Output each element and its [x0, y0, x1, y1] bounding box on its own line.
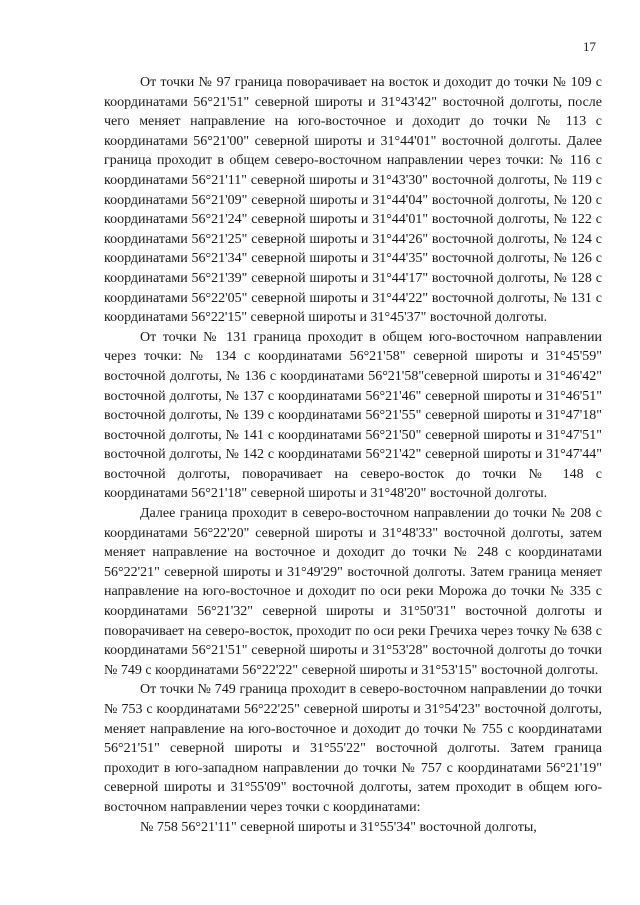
- paragraph-points-131-148: От точки № 131 граница проходит в общем юго-восточном направлении через точки: № 134 с координатами 56°21'58" северной широты и 31°45'59" восточной долготы, № 136 с координатами 56°21'58"северной широты и 31°46'42" восточной долготы, № 137 с координатами 56°21'46" северной широты и 31°46'51" восточной долготы, № 139 с координатами 56°21'55" северной широты и 31°47'18" восточной долготы, № 141 с координатами 56°21'50" северной широты и 31°47'51" восточной долготы, № 142 с координатами 56°21'42" северной широты и 31°47'44" восточной долготы, поворачивает на северо-восток до точки № 148 с координатами 56°21'18" северной широты и 31°48'20" восточной долготы.: [104, 329, 602, 502]
- paragraph-point-758: № 758 56°21'11" северной широты и 31°55'34" восточной долготы,: [140, 819, 537, 835]
- paragraph-points-208-749: Далее граница проходит в северо-восточном направлении до точки № 208 с координатами 56°22'20" северной широты и 31°48'33" восточной долготы, затем меняет направление на восточное и доходит до точки № 248 с координатами 56°22'21" северной широты и 31°49'29" восточной долготы. Затем граница меняет направление на юго-восточное и доходит по оси реки Морожа до точки № 335 с координатами 56°21'32" северной широты и 31°50'31" восточной долготы и поворачивает на северо-восток, проходит по оси реки Гречиха через точку № 638 с координатами 56°21'51" северной широты и 31°53'28" восточной долготы до точки № 749 с координатами 56°22'22" северной широты и 31°53'15" восточной долготы.: [104, 506, 602, 678]
- paragraph-points-97-131: От точки № 97 граница поворачивает на восток и доходит до точки № 109 с координатами 56°21'51" северной широты и 31°43'42" восточной долготы, после чего меняет направление на юго-восточное и доходит до точки № 113 с координатами 56°21'00" северной широты и 31°44'01" восточной долготы. Далее граница проходит в общем северо-восточном направлении через точки: № 116 с координатами 56°21'11" северной широты и 31°43'30" восточной долготы, № 119 с координатами 56°21'09" северной широты и 31°44'04" восточной долготы, № 120 с координатами 56°21'24" северной широты и 31°44'01" восточной долготы, № 122 с координатами 56°21'25" северной широты и 31°44'26" восточной долготы, № 124 с координатами 56°21'34" северной широты и 31°44'35" восточной долготы, № 126 с координатами 56°21'39" северной широты и 31°44'17" восточной долготы, № 128 с координатами 56°22'05" северной широты и 31°44'22" восточной долготы, № 131 с координатами 56°22'15" северной широты и 31°45'37" восточной долготы.: [104, 75, 602, 326]
- paragraph-points-749-757: От точки № 749 граница проходит в северо-восточном направлении до точки № 753 с координатами 56°22'25" северной широты и 31°54'23" восточной долготы, меняет направление на юго-восточное и доходит до точки № 755 с координатами 56°21'51" северной широты и 31°55'22" восточной долготы. Затем граница проходит в юго-западном направлении до точки № 757 с координатами 56°21'19" северной широты и 31°55'09" восточной долготы, затем проходит в общем юго-восточном направлении через точки с координатами:: [104, 682, 602, 815]
- document-body: [104, 73, 602, 837]
- page-number: 17: [583, 39, 596, 54]
